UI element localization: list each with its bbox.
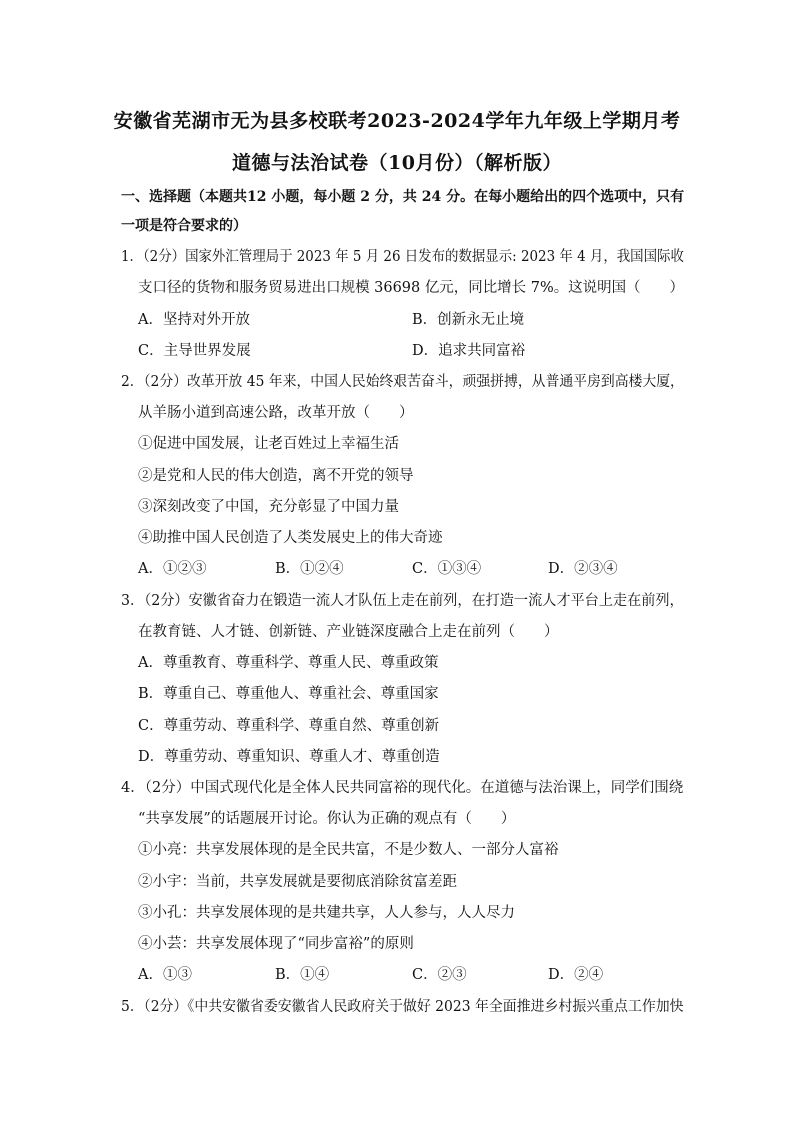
exam-title-line2: 道德与法治试卷（10月份）（解析版） [232,152,562,174]
question-2-statement-2: ②是党和人民的伟大创造，离不开党的领导 [138,468,414,484]
question-3-option-d[interactable]: D．尊重劳动、尊重知识、尊重人才、尊重创造 [138,749,440,765]
question-4-option-b[interactable]: B．①④ [275,967,330,983]
question-4-statement-4: ④小芸：共享发展体现了“同步富裕”的原则 [138,936,414,952]
question-2-text: 2．（2分）改革开放 45 年来，中国人民始终艰苦奋斗，顽强拼搏，从普通平房到高楼大厦， [121,374,684,390]
question-4-text: 4．（2分）中国式现代化是全体人民共同富裕的现代化。在道德与法治课上，同学们围绕 [121,780,684,796]
question-2-option-b[interactable]: B．①②④ [275,561,344,577]
question-1-option-d[interactable]: D．追求共同富裕 [412,343,526,359]
question-3-text-cont: 在教育链、人才链、创新链、产业链深度融合上走在前列（ ） [138,624,559,640]
question-2-statement-1: ①促进中国发展，让老百姓过上幸福生活 [138,436,399,452]
question-1-option-b[interactable]: B．创新永无止境 [412,312,525,328]
question-2-option-a[interactable]: A．①②③ [138,561,207,577]
question-3-option-a[interactable]: A．尊重教育、尊重科学、尊重人民、尊重政策 [138,655,439,671]
question-2-text-cont: 从羊肠小道到高速公路，改革开放（ ） [138,405,414,421]
question-4-statement-1: ①小亮：共享发展体现的是全民共富，不是少数人、一部分人富裕 [138,842,559,858]
question-4-text-cont: “共享发展”的话题展开讨论。你认为正确的观点有（ ） [138,811,516,827]
section-heading: 一、选择题（本题共12 小题，每小题 2 分，共 24 分。在每小题给出的四个选项中，只有 [121,189,685,205]
question-2-option-d[interactable]: D．②③④ [548,561,618,577]
question-2-statement-3: ③深刻改变了中国，充分彰显了中国力量 [138,499,399,515]
section-heading-cont: 一项是符合要求的） [121,218,247,234]
question-4-option-a[interactable]: A．①③ [138,967,192,983]
question-1-option-c[interactable]: C．主导世界发展 [138,343,251,359]
question-5-text: 5．（2分）《中共安徽省委安徽省人民政府关于做好 2023 年全面推进乡村振兴重点工作加快 [121,999,684,1015]
question-1-text-cont: 支口径的货物和服务贸易进出口规模 36698 亿元，同比增长 7%。这说明国（ ） [138,280,684,296]
question-3-option-c[interactable]: C．尊重劳动、尊重科学、尊重自然、尊重创新 [138,718,440,734]
question-4-option-c[interactable]: C．②③ [412,967,467,983]
question-3-option-b[interactable]: B．尊重自己、尊重他人、尊重社会、尊重国家 [138,686,439,702]
exam-title-line1: 安徽省芜湖市无为县多校联考2023-2024学年九年级上学期月考 [113,110,681,132]
question-4-option-d[interactable]: D．②④ [548,967,604,983]
question-2-option-c[interactable]: C．①③④ [412,561,482,577]
question-1-option-a[interactable]: A．坚持对外开放 [138,312,250,328]
question-4-statement-2: ②小宇：当前，共享发展就是要彻底消除贫富差距 [138,874,457,890]
question-4-statement-3: ③小孔：共享发展体现的是共建共享，人人参与，人人尽力 [138,905,515,921]
question-2-statement-4: ④助推中国人民创造了人类发展史上的伟大奇迹 [138,530,443,546]
question-1-text: 1．（2分）国家外汇管理局于 2023 年 5 月 26 日发布的数据显示: 2023 年 4 月，我国国际收 [121,249,684,265]
question-3-text: 3．（2分）安徽省奋力在锻造一流人才队伍上走在前列，在打造一流人才平台上走在前列， [121,593,684,609]
